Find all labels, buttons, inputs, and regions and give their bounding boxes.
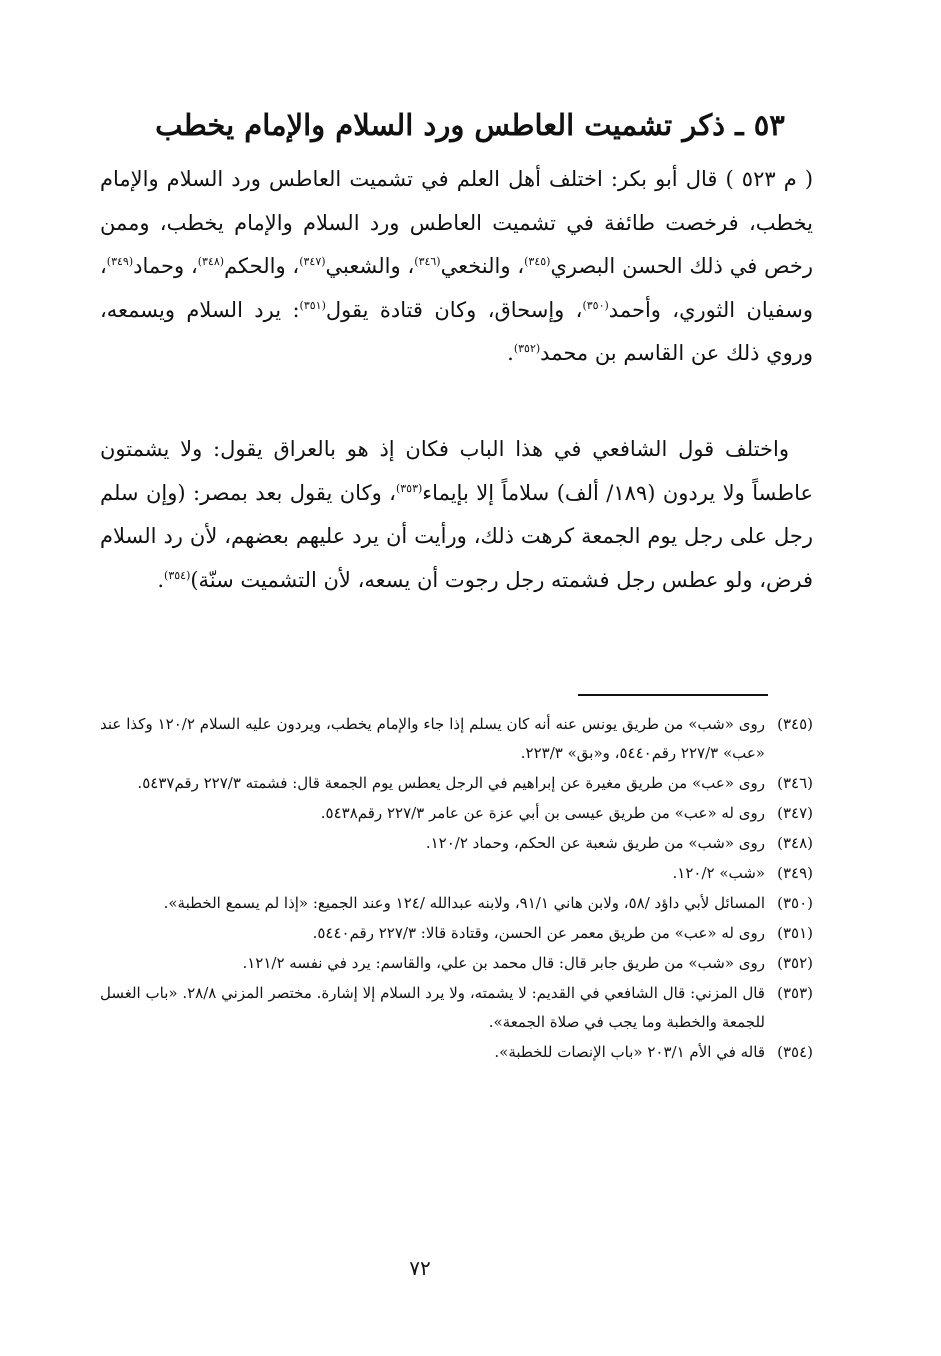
footnote-text: روى «شب» من طريق جابر قال: قال محمد بن علي، والقاسم: يرد في نفسه ١٢١/٢.	[242, 954, 765, 972]
footnote	[100, 710, 813, 768]
chapter-title: ٥٣ ـ ذكر تشميت العاطس ورد السلام والإمام يخطب	[155, 108, 785, 143]
footnote-text: روى «عب» من طريق مغيرة عن إبراهيم في الرجل يعطس يوم الجمعة قال: فشمته ٢٢٧/٣ رقم٥٤٣٧.	[137, 774, 765, 792]
text-segment: ، والحكم	[224, 254, 300, 278]
text-segment: .	[507, 341, 514, 365]
footnote-text: روى «شب» من طريق شعبة عن الحكم، وحماد ١٢٠/٢.	[425, 834, 765, 852]
footnote-number: (٣٤٩)	[777, 864, 813, 882]
footnote-number: (٣٥٢)	[777, 954, 813, 972]
text-segment: واختلف قول الشافعي في هذا الباب فكان إذ هو بالعراق يقول: ولا يشمتون عاطساً ولا يردون (١٨٩/ ألف) سلاماً إلا بإيماء	[100, 437, 813, 505]
paragraph-1	[100, 158, 813, 376]
text-segment: ، وكان يقول بعد بمصر: (وإن سلم رجل على رجل يوم الجمعة كرهت ذلك، ورأيت أن يرد عليهم بعضهم، لأن رد السلام فرض، ولو عطس رجل فشمته رجل رجوت أن يسعه، لأن التشميت سنّة)	[100, 480, 813, 592]
footnote-ref: (٣٤٦)	[414, 255, 441, 268]
footnote	[100, 859, 813, 888]
footnote	[100, 949, 813, 978]
text-segment: .	[157, 567, 165, 592]
text-segment: ( م ٥٢٣ ) قال أبو بكر: اختلف أهل العلم في تشميت العاطس ورد السلام والإمام يخطب، فرخصت طائفة في تشميت العاطس ورد السلام والإمام يخطب، وممن رخص في ذلك الحسن البصري	[100, 167, 814, 278]
footnote-ref: (٣٥٤)	[164, 568, 191, 582]
text-segment: ، وحماد	[133, 254, 198, 278]
footnote	[100, 889, 813, 918]
footnote-number: (٣٥١)	[777, 924, 813, 942]
footnote-number: (٣٥٠)	[777, 894, 813, 912]
text-segment: ، والشعبي	[325, 254, 415, 278]
footnote-text: المسائل لأبي داؤد /٥٨، ولابن هاني ٩١/١، ولابنه عبدالله /١٢٤ وعند الجميع: «إذا لم يسمع الخطبة».	[163, 894, 765, 912]
text-segment: ، والنخعي	[440, 254, 525, 278]
footnote	[100, 919, 813, 948]
footnote-text: روى «شب» من طريق يونس عنه أنه كان يسلم إذا جاء والإمام يخطب، ويردون عليه السلام ١٢٠/٢ وكذا عند «عب» ٢٢٧/٣ رقم٥٤٤٠، و«بق» ٢٢٣/٣.	[100, 715, 766, 762]
footnote-number: (٣٥٣)	[777, 984, 813, 1002]
footnote-ref: (٣٥١)	[299, 298, 326, 312]
footnote-ref: (٣٤٨)	[197, 255, 225, 268]
page-number: ٧٢	[409, 1256, 431, 1280]
footnote-separator	[578, 694, 768, 696]
paragraph-2	[100, 428, 813, 602]
footnote	[100, 979, 813, 1037]
footnotes	[100, 710, 813, 1068]
footnote-ref: (٣٤٥)	[524, 255, 551, 268]
footnote-ref: (٣٥٠)	[582, 298, 609, 312]
footnote-number: (٣٤٥)	[777, 715, 813, 733]
footnote-text: قاله في الأم ٢٠٣/١ «باب الإنصات للخطبة».	[494, 1043, 765, 1061]
footnote-text: قال المزني: قال الشافعي في القديم: لا يشمته، ولا يرد السلام إلا إشارة. مختصر المزني ٢٨/٨. «باب الغسل للجمعة والخطبة وما يجب في صلاة الجمعة».	[100, 984, 765, 1031]
footnote-text: «شب» ١٢٠/٢.	[672, 864, 765, 882]
footnote-number: (٣٤٨)	[777, 834, 813, 852]
footnote	[100, 1038, 813, 1067]
text-segment: : يرد السلام ويسمعه، وروي ذلك عن القاسم بن محمد	[100, 297, 813, 365]
footnote	[100, 829, 813, 858]
text-segment: ، وسفيان الثوري، وأحمد	[100, 254, 813, 322]
footnote-ref: (٣٤٩)	[106, 255, 134, 268]
footnote-text: روى له «عب» من طريق عيسى بن أبي عزة عن عامر ٢٢٧/٣ رقم٥٤٣٨.	[320, 804, 765, 822]
footnote-number: (٣٤٧)	[777, 804, 813, 822]
footnote	[100, 769, 813, 798]
footnote-ref: (٣٤٧)	[299, 255, 326, 268]
footnote-number: (٣٥٤)	[777, 1043, 813, 1061]
footnote-ref: (٣٥٣)	[395, 481, 423, 495]
footnote-number: (٣٤٦)	[777, 774, 813, 792]
text-segment: ، وإسحاق، وكان قتادة يقول	[325, 297, 583, 322]
footnote-text: روى له «عب» من طريق معمر عن الحسن، وقتادة قالا: ٢٢٧/٣ رقم٥٤٤٠.	[312, 924, 765, 942]
footnote-ref: (٣٥٢)	[513, 342, 541, 355]
footnote	[100, 799, 813, 828]
